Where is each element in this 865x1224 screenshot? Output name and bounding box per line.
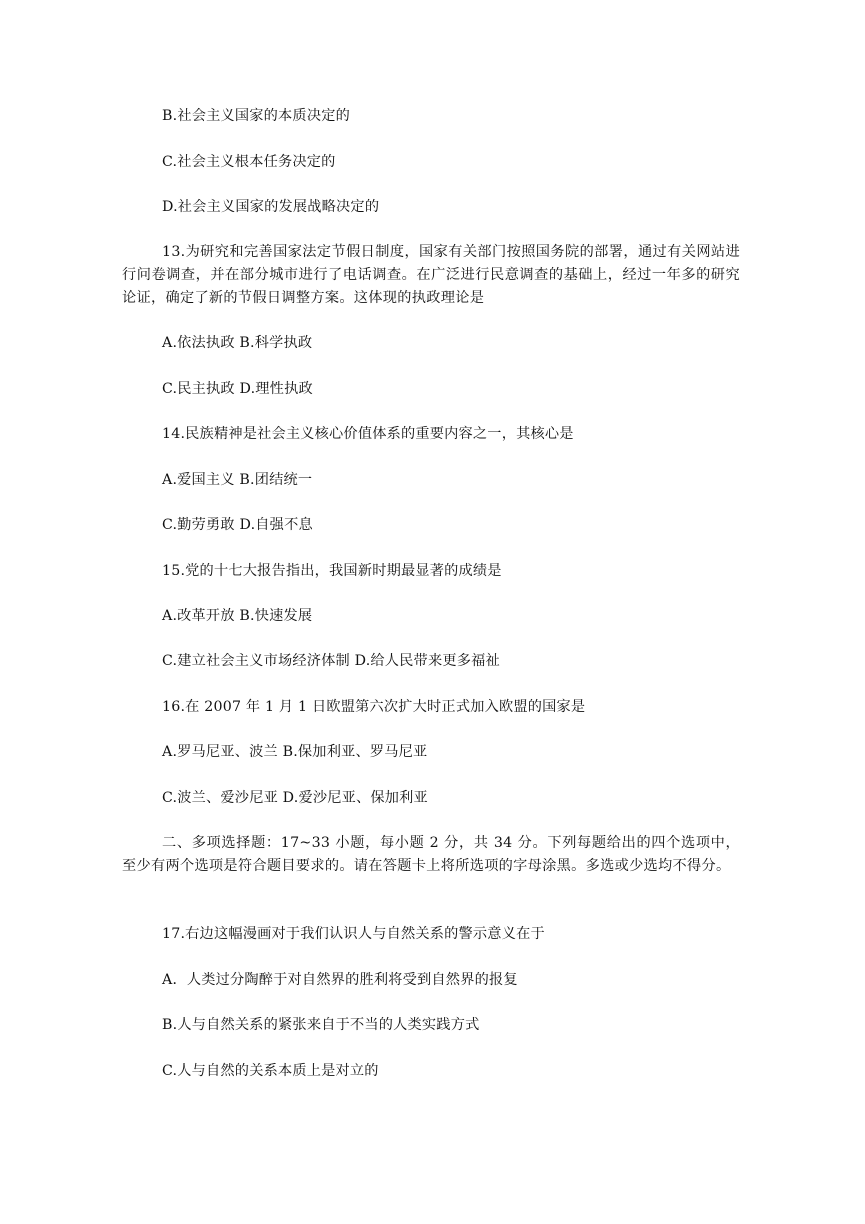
q16-options-cd: C.波兰、爱沙尼亚 D.爱沙尼亚、保加利亚 bbox=[162, 790, 428, 806]
q17-option-c: C.人与自然的关系本质上是对立的 bbox=[162, 1063, 379, 1079]
q14-stem: 14.民族精神是社会主义核心价值体系的重要内容之一，其核心是 bbox=[162, 426, 574, 442]
q17-stem: 17.右边这幅漫画对于我们认识人与自然关系的警示意义在于 bbox=[162, 926, 545, 942]
q12-option-c: C.社会主义根本任务决定的 bbox=[162, 154, 336, 170]
section-2-instructions: 二、多项选择题：17~33 小题，每小题 2 分，共 34 分。下列每题给出的四个选项中，至少有两个选项是符合题目要求的。请在答题卡上将所选项的字母涂黑。多选或少选均不得分。 bbox=[122, 835, 740, 874]
q15-stem: 15.党的十七大报告指出，我国新时期最显著的成绩是 bbox=[162, 563, 502, 579]
q12-option-b: B.社会主义国家的本质决定的 bbox=[162, 108, 350, 124]
q17-option-a: A．人类过分陶醉于对自然界的胜利将受到自然界的报复 bbox=[162, 972, 518, 988]
q12-option-d: D.社会主义国家的发展战略决定的 bbox=[162, 199, 380, 215]
q16-options-ab: A.罗马尼亚、波兰 B.保加利亚、罗马尼亚 bbox=[162, 744, 428, 760]
q14-options-cd: C.勤劳勇敢 D.自强不息 bbox=[162, 517, 313, 533]
q13-stem: 13.为研究和完善国家法定节假日制度，国家有关部门按照国务院的部署，通过有关网站进行问卷调查，并在部分城市进行了电话调查。在广泛进行民意调查的基础上，经过一年多的研究论证，确定了新的节假日调整方案。这体现的执政理论是 bbox=[122, 244, 740, 306]
q13-options-cd: C.民主执政 D.理性执政 bbox=[162, 381, 313, 397]
q15-options-cd: C.建立社会主义市场经济体制 D.给人民带来更多福祉 bbox=[162, 653, 500, 669]
q14-options-ab: A.爱国主义 B.团结统一 bbox=[162, 472, 313, 488]
q13-options-ab: A.依法执政 B.科学执政 bbox=[162, 335, 313, 351]
q17-option-b: B.人与自然关系的紧张来自于不当的人类实践方式 bbox=[162, 1017, 480, 1033]
q15-options-ab: A.改革开放 B.快速发展 bbox=[162, 608, 313, 624]
q16-stem: 16.在 2007 年 1 月 1 日欧盟第六次扩大时正式加入欧盟的国家是 bbox=[162, 699, 586, 715]
